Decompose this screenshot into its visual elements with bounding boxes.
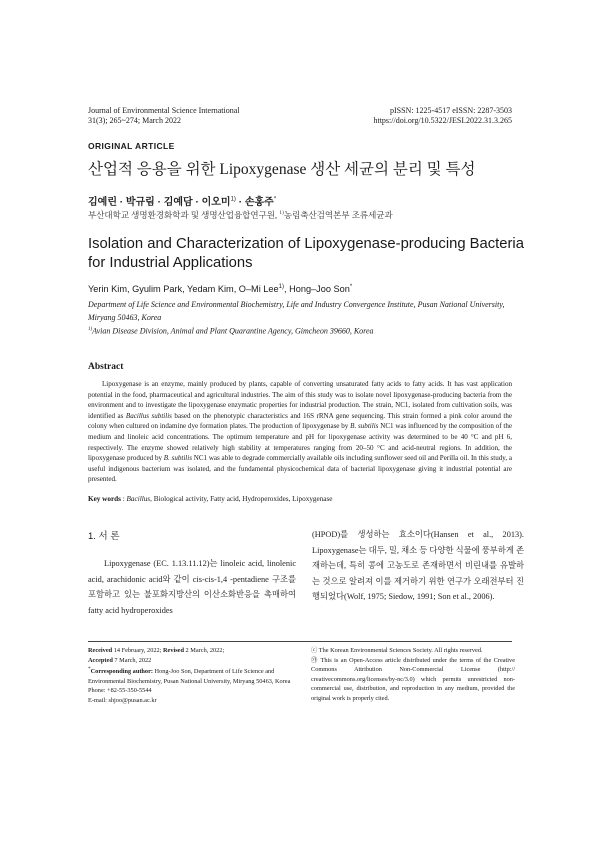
journal-header bbox=[88, 106, 240, 126]
authors-korean-tail: · 손홍주 bbox=[235, 197, 274, 208]
footnote-divider bbox=[88, 641, 512, 642]
abstract-part-2: based on the phenotypic characteristics and 16S rRNA gene sequencing. This strain formed a pink color around the colony when cultured on indamine dye formation plates. The production of lipoxygenase by bbox=[88, 411, 512, 431]
received-label: Received bbox=[88, 647, 113, 654]
corresponding-sup: * bbox=[88, 666, 91, 673]
authors-korean-sup1: 1) bbox=[230, 196, 236, 203]
keywords-sep: : bbox=[120, 495, 127, 503]
intro-paragraph-right: (HPOD)를 생성하는 효소이다(Hansen et al., 2013). Lipoxygenase는 대두, 밀, 채소 등 다양한 식물에 풍부하게 존재하는데, 특히 콩에 고농도로 존재하면서 비린내를 유발하는 것으로 알려져 이를 제거하기 위한 연구가 오래전부터 진행되었다(Wolf, 1975; Siedow, 1991; Son et al., 2006). bbox=[312, 530, 524, 602]
authors-korean-main: 김예린 · 박규림 · 김예담 · 이오미 bbox=[88, 197, 231, 208]
abstract-part-3: NC1 was influenced by the composition of the medium and linoleic acid concentrations. The optimum temperature and pH for lipoxygenase activity was determined to be 40 °C and pH 6, respectively. The enzyme showed relatively high stability at temperatures ranging from 20–50 °C and acid-neutral regions. In addition, the lipoxygenase produced by bbox=[88, 422, 512, 463]
corresponding-text: Hong-Joo Son, Department of Life Science and Environmental Biochemistry, Pusan National University, Miryang 50463, Korea bbox=[88, 668, 291, 685]
affiliation-korean-sup: 1) bbox=[279, 210, 284, 217]
authors-english bbox=[88, 284, 352, 294]
issn: pISSN: 1225-4517 eISSN: 2287-3503 bbox=[389, 106, 512, 115]
abstract-italic-1: Bacillus subtilis bbox=[125, 411, 172, 420]
footnote-dates-line-1 bbox=[88, 646, 292, 656]
abstract-body bbox=[88, 379, 512, 485]
intro-paragraph-left: Lipoxygenase (EC. 1.13.11.12)는 linoleic acid, linolenic acid, arachidonic acid와 같이 cis-cis-1,4 -pentadiene 구조를 포함하고 있는 불포화지방산의 이산소화반응을 촉매하여 fatty acid hydroperoxides bbox=[88, 559, 296, 615]
authors-english-sup2: * bbox=[349, 284, 353, 290]
corresponding-email[interactable]: E-mail: shjoo@pusan.ac.kr bbox=[88, 697, 157, 705]
keywords bbox=[88, 495, 332, 503]
abstract-italic-3: B. subtilis bbox=[163, 454, 192, 463]
received-date: 14 February, 2022; bbox=[112, 647, 163, 654]
affiliation-english-2-sup: 1) bbox=[88, 327, 93, 332]
doi-link[interactable]: https://doi.org/10.5322/JESI.2022.31.3.265 bbox=[373, 116, 512, 125]
authors-english-main: Yerin Kim, Gyulim Park, Yedam Kim, O–Mi Lee bbox=[88, 284, 279, 295]
affiliation-korean-main: 부산대학교 생명환경화학과 및 생명산업융합연구원, bbox=[88, 210, 280, 220]
abstract-part-1: Lipoxygenase is an enzyme, mainly produced by plants, capable of converting unsaturated fatty acids to fatty acids. It has vast application potential in the food, pharmaceutical and agricultural industries. The aim of this study was to isolate novel lipoxygenase-producing bacteria from the environment and to investigate the lipoxygenase enzymatic properties for industrial production. The strain, NC1, isolated from cultivation soils, was identified as bbox=[88, 380, 512, 420]
journal-name: Journal of Environmental Science International bbox=[88, 106, 240, 115]
abstract-part-4: NC1 was able to degrade commercially available oils including sunflower seed oil and Perilla oil. In this study, a useful indigenous bacterium was isolated, and the fundamental physicochemical data of bacterial lipoxygenase giving it industrial potential are presented. bbox=[88, 454, 512, 484]
corresponding-phone: Phone: +82-55-350-5544 bbox=[88, 687, 152, 695]
journal-ids bbox=[373, 106, 512, 126]
affiliation-english-1: Department of Life Science and Environmental Biochemistry, Life and Industry Convergence Institute, Pusan National University, Miryang 50463, Korea bbox=[88, 300, 505, 322]
keywords-label: Key words bbox=[88, 495, 121, 503]
body-column-right bbox=[312, 527, 524, 605]
corresponding-label: Corresponding author: bbox=[90, 668, 153, 676]
copyright-notice: ⓒ The Korean Environmental Sciences Society. All rights reserved. bbox=[311, 647, 483, 654]
revised-label: Revised bbox=[162, 647, 184, 654]
authors-korean-sup2: * bbox=[273, 196, 277, 203]
body-column-left bbox=[88, 528, 296, 618]
affiliation-korean-tail: 농림축산검역본부 조류세균과 bbox=[283, 210, 393, 220]
title-korean: 산업적 응용을 위한 Lipoxygenase 생산 세균의 분리 및 특성 bbox=[88, 161, 476, 178]
abstract-italic-2: B. subtilis bbox=[350, 422, 379, 431]
affiliation-english-2-text: Avian Disease Division, Animal and Plant Quarantine Agency, Gimcheon 39660, Korea bbox=[92, 326, 374, 336]
license-notice: ㉮ This is an Open-Access article distributed under the terms of the Creative Commons Attribution Non-Commercial License (http:// creativecommons.org/licenses/by-nc/3.0) which permits unrestricted non-commercial use, distribution, and reproduction in any medium, provided the original work is properly cited. bbox=[311, 656, 515, 702]
section-heading-introduction: 1. 서 론 bbox=[88, 531, 120, 542]
footnote-dates-line-2 bbox=[88, 656, 292, 666]
footnote-license bbox=[311, 646, 515, 704]
abstract-heading: Abstract bbox=[88, 362, 124, 372]
keywords-italic: Bacillus bbox=[126, 495, 151, 503]
journal-issue: 31(3); 265~274; March 2022 bbox=[88, 116, 181, 125]
footnote-dates-correspondence bbox=[88, 646, 292, 706]
authors-english-tail: , Hong–Joo Son bbox=[283, 284, 350, 295]
authors-korean bbox=[88, 193, 276, 208]
accepted-label: Accepted bbox=[88, 656, 113, 664]
authors-english-sup1: 1) bbox=[278, 284, 284, 290]
title-english: Isolation and Characterization of Lipoxygenase-producing Bacteria for Industrial Applications bbox=[88, 236, 524, 271]
article-type: ORIGINAL ARTICLE bbox=[88, 141, 175, 151]
affiliation-korean bbox=[88, 209, 393, 221]
corresponding-author bbox=[88, 665, 292, 686]
accepted-date: 7 March, 2022 bbox=[112, 656, 152, 664]
affiliation-english-2 bbox=[88, 324, 518, 338]
revised-date: 2 March, 2022; bbox=[183, 647, 225, 654]
keywords-rest: , Biological activity, Fatty acid, Hydroperoxides, Lipoxygenase bbox=[150, 495, 333, 503]
